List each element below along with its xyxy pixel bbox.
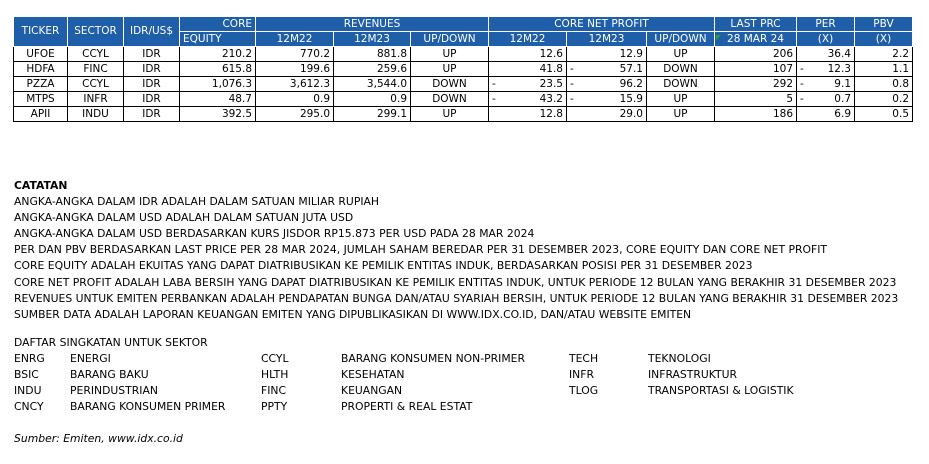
cell-value: 6.9	[834, 108, 851, 120]
per-cell	[797, 62, 855, 77]
col-header-last-price: LAST PRC	[715, 17, 797, 32]
cell-value: 36.4	[827, 48, 851, 60]
sector-code: INFR	[569, 368, 594, 381]
revenue-12m22-cell: 199.6	[256, 62, 334, 77]
sector-name: TEKNOLOGI	[648, 352, 711, 365]
sector-name: BARANG KONSUMEN PRIMER	[70, 400, 226, 413]
col-header-rev-12m23: 12M23	[334, 32, 411, 47]
revenue-12m22-cell: 3,612.3	[256, 77, 334, 92]
sector-cell: CCYL	[68, 47, 124, 62]
net-profit-12m23-cell	[567, 62, 647, 77]
notes-section	[14, 178, 898, 323]
net-profit-12m23-cell	[567, 77, 647, 92]
sector-code: CCYL	[261, 352, 289, 365]
note-line: REVENUES UNTUK EMITEN PERBANKAN ADALAH PENDAPATAN BUNGA DAN/ATAU SYARIAH BERSIH, UNTUK PERIODE 12 BULAN YANG BERAKHIR 31 DESEMBER 2023	[14, 291, 899, 305]
currency-cell: IDR	[124, 107, 180, 122]
sector-code: TECH	[569, 352, 599, 365]
table-row	[14, 107, 913, 122]
currency-cell: IDR	[124, 77, 180, 92]
sector-code: BSIC	[14, 368, 39, 381]
core-equity-cell: 1,076.3	[180, 77, 256, 92]
sector-name: KESEHATAN	[341, 368, 405, 381]
sector-name: ENERGI	[70, 352, 111, 365]
negative-sign: -	[570, 93, 574, 105]
col-header-per-unit: (X)	[797, 32, 855, 47]
core-equity-cell: 615.8	[180, 62, 256, 77]
revenue-12m22-cell: 770.2	[256, 47, 334, 62]
per-cell	[797, 107, 855, 122]
pbv-cell: 0.5	[855, 107, 913, 122]
note-line: CORE NET PROFIT ADALAH LABA BERSIH YANG DAPAT DIATRIBUSIKAN KE PEMILIK ENTITAS INDUK, UNTUK PERIODE 12 BULAN YANG BERAKHIR 31 DESEMBER 2023	[14, 275, 897, 289]
negative-sign: -	[570, 78, 574, 90]
table-row	[14, 62, 913, 77]
header-row-1	[14, 17, 913, 32]
col-header-currency: IDR/US$	[124, 17, 180, 47]
net-profit-12m23-cell	[567, 107, 647, 122]
last-price-cell: 5	[715, 92, 797, 107]
sector-name: BARANG KONSUMEN NON-PRIMER	[341, 352, 525, 365]
cell-value: 12.3	[827, 63, 851, 75]
col-header-pbv: PBV	[855, 17, 913, 32]
col-header-revenues: REVENUES	[256, 17, 489, 32]
revenue-updown-cell: DOWN	[411, 92, 489, 107]
table-row	[14, 47, 913, 62]
core-equity-cell: 48.7	[180, 92, 256, 107]
cell-value: 15.9	[619, 93, 643, 105]
sector-name: TRANSPORTASI & LOGISTIK	[648, 384, 794, 397]
sector-name: BARANG BAKU	[70, 368, 149, 381]
table-row	[14, 77, 913, 92]
col-header-equity: EQUITY	[180, 32, 256, 47]
ticker-cell: HDFA	[14, 62, 68, 77]
ticker-cell: APII	[14, 107, 68, 122]
revenue-12m23-cell: 299.1	[334, 107, 411, 122]
ticker-cell: PZZA	[14, 77, 68, 92]
col-header-sector: SECTOR	[68, 17, 124, 47]
revenue-12m22-cell: 295.0	[256, 107, 334, 122]
per-cell	[797, 92, 855, 107]
company-financials-table	[13, 16, 913, 122]
col-header-np-12m22: 12M22	[489, 32, 567, 47]
sector-code: INDU	[14, 384, 42, 397]
note-line: CORE EQUITY ADALAH EKUITAS YANG DAPAT DIATRIBUSIKAN KE PEMILIK ENTITAS INDUK, BERDASARKAN POSISI PER 31 DESEMBER 2023	[14, 259, 753, 273]
net-profit-12m23-cell	[567, 92, 647, 107]
net-profit-12m22-cell	[489, 92, 567, 107]
net-profit-updown-cell: DOWN	[647, 77, 715, 92]
revenue-updown-cell: UP	[411, 62, 489, 77]
notes-title: CATATAN	[14, 179, 68, 192]
abbreviations-title: DAFTAR SINGKATAN UNTUK SEKTOR	[14, 336, 208, 349]
last-price-cell: 206	[715, 47, 797, 62]
negative-sign: -	[570, 63, 574, 75]
negative-sign: -	[800, 78, 804, 90]
net-profit-updown-cell: UP	[647, 92, 715, 107]
ticker-cell: MTPS	[14, 92, 68, 107]
sector-name: INFRASTRUKTUR	[648, 368, 738, 381]
net-profit-updown-cell: DOWN	[647, 62, 715, 77]
cell-value: 43.2	[539, 93, 563, 105]
per-cell	[797, 47, 855, 62]
note-line: ANGKA-ANGKA DALAM USD BERDASARKAN KURS JISDOR RP15.873 PER USD PADA 28 MAR 2024	[14, 227, 535, 241]
cell-value: 0.7	[834, 93, 851, 105]
ticker-cell: UFOE	[14, 47, 68, 62]
col-header-core-equity: CORE	[180, 17, 256, 32]
net-profit-updown-cell: UP	[647, 47, 715, 62]
sector-code: HLTH	[261, 368, 289, 381]
sector-code: TLOG	[569, 384, 599, 397]
last-price-cell: 186	[715, 107, 797, 122]
currency-cell: IDR	[124, 62, 180, 77]
sector-name: PROPERTI & REAL ESTAT	[341, 400, 473, 413]
cell-comment-marker	[716, 35, 721, 40]
cell-value: 12.8	[539, 108, 563, 120]
col-header-core-net-profit: CORE NET PROFIT	[489, 17, 715, 32]
col-header-ticker: TICKER	[14, 17, 68, 47]
net-profit-12m23-cell	[567, 47, 647, 62]
note-line: ANGKA-ANGKA DALAM USD ADALAH DALAM SATUAN JUTA USD	[14, 211, 354, 225]
negative-sign: -	[492, 93, 496, 105]
sector-cell: INFR	[68, 92, 124, 107]
core-equity-cell: 392.5	[180, 107, 256, 122]
cell-value: 9.1	[834, 78, 851, 90]
revenue-updown-cell: DOWN	[411, 77, 489, 92]
note-line: SUMBER DATA ADALAH LAPORAN KEUANGAN EMITEN YANG DIPUBLIKASIKAN DI WWW.IDX.CO.ID, DAN/ATAU WEBSITE EMITEN	[14, 307, 692, 321]
cell-value: 29.0	[619, 108, 643, 120]
currency-cell: IDR	[124, 47, 180, 62]
revenue-12m23-cell: 259.6	[334, 62, 411, 77]
revenue-12m22-cell: 0.9	[256, 92, 334, 107]
currency-cell: IDR	[124, 92, 180, 107]
cell-value: 12.9	[619, 48, 643, 60]
cell-value: 57.1	[619, 63, 643, 75]
col-header-rev-updown: UP/DOWN	[411, 32, 489, 47]
sector-code: FINC	[261, 384, 287, 397]
sector-cell: CCYL	[68, 77, 124, 92]
revenue-updown-cell: UP	[411, 107, 489, 122]
net-profit-12m22-cell	[489, 77, 567, 92]
pbv-cell: 2.2	[855, 47, 913, 62]
negative-sign: -	[800, 63, 804, 75]
net-profit-12m22-cell	[489, 47, 567, 62]
last-price-cell: 107	[715, 62, 797, 77]
negative-sign: -	[492, 78, 496, 90]
cell-value: 12.6	[539, 48, 563, 60]
source-note: Sumber: Emiten, www.idx.co.id	[14, 432, 183, 445]
note-line: PER DAN PBV BERDASARKAN LAST PRICE PER 28 MAR 2024, JUMLAH SAHAM BEREDAR PER 31 DESEMBER 2023, CORE EQUITY DAN CORE NET PROFIT	[14, 243, 828, 257]
col-header-pbv-unit: (X)	[855, 32, 913, 47]
net-profit-12m22-cell	[489, 62, 567, 77]
negative-sign: -	[800, 93, 804, 105]
pbv-cell: 0.2	[855, 92, 913, 107]
per-cell	[797, 77, 855, 92]
table-row	[14, 92, 913, 107]
net-profit-updown-cell: UP	[647, 107, 715, 122]
cell-value: 96.2	[619, 78, 643, 90]
revenue-12m23-cell: 0.9	[334, 92, 411, 107]
cell-value: 23.5	[539, 78, 563, 90]
sector-name: KEUANGAN	[341, 384, 403, 397]
revenue-12m23-cell: 3,544.0	[334, 77, 411, 92]
net-profit-12m22-cell	[489, 107, 567, 122]
sector-code: CNCY	[14, 400, 44, 413]
col-header-rev-12m22: 12M22	[256, 32, 334, 47]
col-header-per: PER	[797, 17, 855, 32]
pbv-cell: 0.8	[855, 77, 913, 92]
last-price-cell: 292	[715, 77, 797, 92]
cell-value: 41.8	[539, 63, 563, 75]
revenue-12m23-cell: 881.8	[334, 47, 411, 62]
sector-code: PPTY	[261, 400, 288, 413]
sector-cell: FINC	[68, 62, 124, 77]
sector-cell: INDU	[68, 107, 124, 122]
pbv-cell: 1.1	[855, 62, 913, 77]
core-equity-cell: 210.2	[180, 47, 256, 62]
sector-name: PERINDUSTRIAN	[70, 384, 158, 397]
note-line: ANGKA-ANGKA DALAM IDR ADALAH DALAM SATUAN MILIAR RUPIAH	[14, 195, 380, 209]
col-header-price-date: 28 MAR 24	[715, 32, 797, 47]
col-header-np-12m23: 12M23	[567, 32, 647, 47]
col-header-np-updown: UP/DOWN	[647, 32, 715, 47]
sector-code: ENRG	[14, 352, 45, 365]
revenue-updown-cell: UP	[411, 47, 489, 62]
